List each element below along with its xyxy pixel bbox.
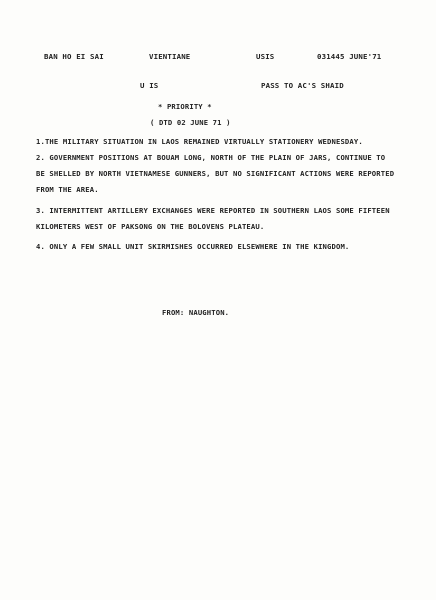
routing-instruction: PASS TO AC'S SHAID: [261, 81, 344, 90]
body-line-3: BE SHELLED BY NORTH VIETNAMESE GUNNERS, BUT NO SIGNIFICANT ACTIONS WERE REPORTED: [36, 169, 395, 178]
precedence: * PRIORITY *: [158, 102, 212, 111]
body-line-6: KILOMETERS WEST OF PAKSONG ON THE BOLOVENS PLATEAU.: [36, 222, 265, 231]
signature-line: FROM: NAUGHTON.: [162, 308, 230, 317]
body-line-1: 1.THE MILITARY SITUATION IN LAOS REMAINED VIRTUALLY STATIONERY WEDNESDAY.: [36, 137, 363, 146]
location: VIENTIANE: [149, 52, 191, 61]
from-station: BAN HO EI SAI: [44, 52, 104, 61]
body-line-5: 3. INTERMITTENT ARTILLERY EXCHANGES WERE REPORTED IN SOUTHERN LAOS SOME FIFTEEN: [36, 206, 390, 215]
body-line-7: 4. ONLY A FEW SMALL UNIT SKIRMISHES OCCURRED ELSEWHERE IN THE KINGDOM.: [36, 242, 350, 251]
date-line: ( DTD 02 JUNE 71 ): [150, 118, 231, 127]
body-line-2: 2. GOVERNMENT POSITIONS AT BOUAM LONG, NORTH OF THE PLAIN OF JARS, CONTINUE TO: [36, 153, 386, 162]
body-line-4: FROM THE AREA.: [36, 185, 99, 194]
date-time-group: 031445 JUNE'71: [317, 52, 382, 61]
addressee: U IS: [140, 81, 159, 90]
agency: USIS: [256, 52, 275, 61]
